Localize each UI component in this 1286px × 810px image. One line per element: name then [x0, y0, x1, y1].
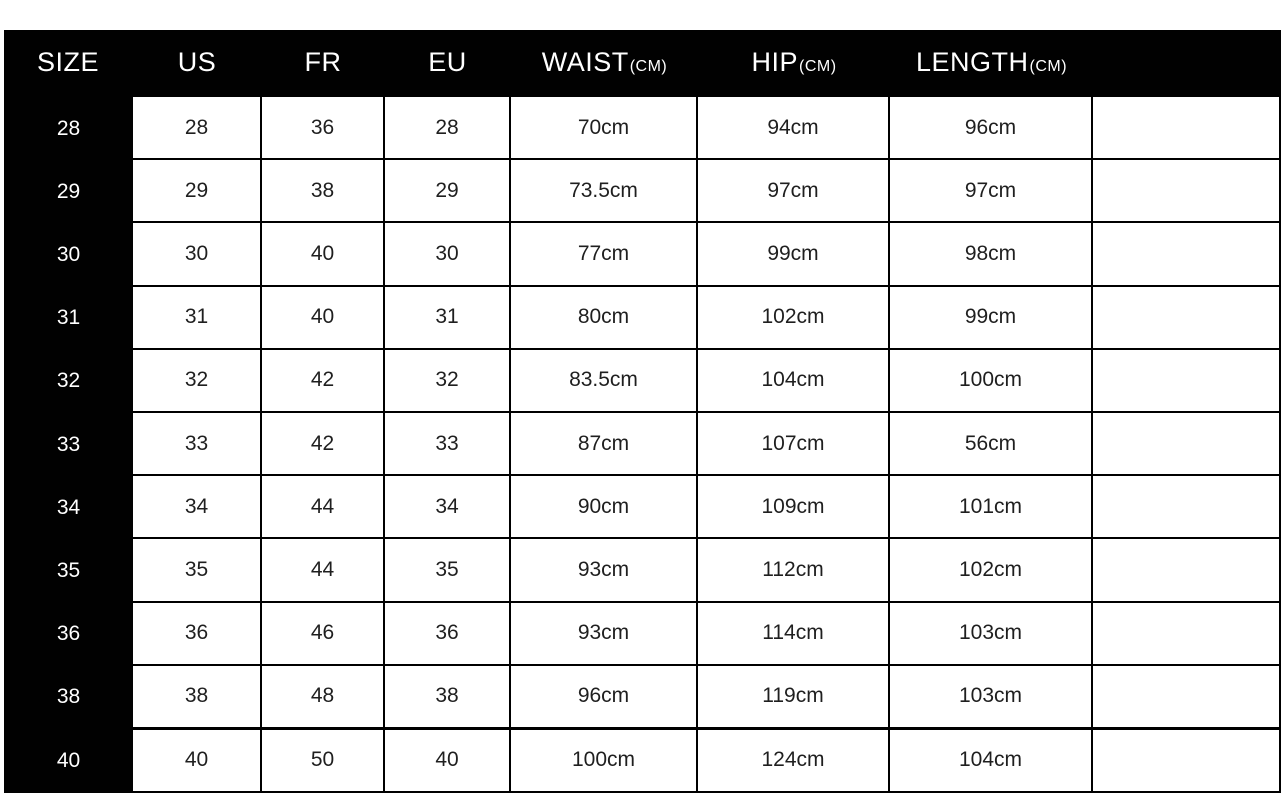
table-cell: 99cm: [698, 223, 890, 286]
table-cell: 124cm: [698, 729, 890, 793]
table-body: [4, 97, 1281, 793]
table-cell: 29: [133, 160, 262, 223]
table-cell: 100cm: [511, 729, 698, 793]
table-cell: 99cm: [890, 287, 1093, 350]
column-header-unit: (CM): [798, 58, 837, 75]
table-row: [4, 223, 1281, 286]
table-row: [4, 666, 1281, 729]
table-cell: [1093, 223, 1281, 286]
column-header-label: HIP: [751, 47, 798, 77]
table-cell: 102cm: [890, 539, 1093, 602]
table-row: [4, 287, 1281, 350]
table-cell: [1093, 476, 1281, 539]
table-cell: 87cm: [511, 413, 698, 476]
table-cell: 38: [262, 160, 385, 223]
column-header-unit: (CM): [629, 58, 668, 75]
column-header-label: US: [177, 47, 217, 77]
table-row: [4, 729, 1281, 793]
table-cell: 101cm: [890, 476, 1093, 539]
column-header-label: FR: [304, 47, 342, 77]
column-header-label: LENGTH: [915, 47, 1029, 77]
row-size-value: 34: [4, 476, 133, 539]
table-cell: 103cm: [890, 603, 1093, 666]
table-cell: 93cm: [511, 539, 698, 602]
table-cell: 42: [262, 350, 385, 413]
table-cell: 31: [385, 287, 511, 350]
size-chart-table: [4, 30, 1281, 793]
table-cell: 31: [133, 287, 262, 350]
row-size-value: 32: [4, 350, 133, 413]
table-cell: 40: [133, 729, 262, 793]
column-header-label: EU: [428, 47, 467, 77]
column-header-label: SIZE: [36, 47, 99, 77]
table-cell: 29: [385, 160, 511, 223]
table-row: [4, 539, 1281, 602]
table-cell: 36: [262, 97, 385, 160]
column-header-size: [4, 30, 133, 99]
table-cell: 38: [133, 666, 262, 729]
table-cell: 114cm: [698, 603, 890, 666]
table-cell: 34: [133, 476, 262, 539]
table-header-row: [4, 30, 1281, 97]
row-size-value: 36: [4, 603, 133, 666]
table-cell: 100cm: [890, 350, 1093, 413]
table-cell: 104cm: [890, 729, 1093, 793]
table-cell: 35: [133, 539, 262, 602]
table-cell: 40: [262, 223, 385, 286]
table-cell: 83.5cm: [511, 350, 698, 413]
table-cell: 38: [385, 666, 511, 729]
column-header-eu: [385, 30, 511, 99]
column-header-us: [133, 30, 262, 99]
table-cell: 36: [133, 603, 262, 666]
table-cell: 109cm: [698, 476, 890, 539]
table-cell: 35: [385, 539, 511, 602]
table-cell: 107cm: [698, 413, 890, 476]
table-row: [4, 413, 1281, 476]
table-cell: [1093, 413, 1281, 476]
table-cell: 112cm: [698, 539, 890, 602]
table-cell: 98cm: [890, 223, 1093, 286]
column-header-label: WAIST: [541, 47, 629, 77]
table-cell: 33: [385, 413, 511, 476]
table-cell: [1093, 160, 1281, 223]
table-cell: 30: [133, 223, 262, 286]
table-cell: 103cm: [890, 666, 1093, 729]
row-size-value: 35: [4, 539, 133, 602]
table-cell: 48: [262, 666, 385, 729]
table-cell: [1093, 729, 1281, 793]
table-cell: 97cm: [698, 160, 890, 223]
table-cell: 44: [262, 476, 385, 539]
column-header-hip: [698, 30, 890, 99]
row-size-value: 30: [4, 223, 133, 286]
table-cell: [1093, 666, 1281, 729]
table-cell: 80cm: [511, 287, 698, 350]
table-cell: 33: [133, 413, 262, 476]
row-size-value: 38: [4, 666, 133, 729]
table-cell: 28: [385, 97, 511, 160]
table-row: [4, 476, 1281, 539]
table-cell: 50: [262, 729, 385, 793]
table-row: [4, 350, 1281, 413]
table-cell: 77cm: [511, 223, 698, 286]
table-cell: 30: [385, 223, 511, 286]
table-cell: 90cm: [511, 476, 698, 539]
table-cell: 104cm: [698, 350, 890, 413]
column-header-fr: [262, 30, 385, 99]
row-size-value: 28: [4, 97, 133, 160]
table-cell: 56cm: [890, 413, 1093, 476]
table-row: [4, 97, 1281, 160]
table-row: [4, 603, 1281, 666]
table-cell: 73.5cm: [511, 160, 698, 223]
table-cell: 102cm: [698, 287, 890, 350]
row-size-value: 40: [4, 729, 133, 793]
table-cell: 96cm: [890, 97, 1093, 160]
column-header-empty: [1093, 30, 1281, 99]
table-cell: 34: [385, 476, 511, 539]
column-header-waist: [511, 30, 698, 99]
table-cell: 36: [385, 603, 511, 666]
table-cell: 97cm: [890, 160, 1093, 223]
table-cell: 40: [385, 729, 511, 793]
table-cell: [1093, 287, 1281, 350]
table-cell: [1093, 350, 1281, 413]
table-cell: 70cm: [511, 97, 698, 160]
table-cell: [1093, 603, 1281, 666]
table-cell: 96cm: [511, 666, 698, 729]
table-cell: 32: [133, 350, 262, 413]
table-cell: 46: [262, 603, 385, 666]
table-cell: 28: [133, 97, 262, 160]
table-cell: 119cm: [698, 666, 890, 729]
row-size-value: 29: [4, 160, 133, 223]
table-cell: 94cm: [698, 97, 890, 160]
table-cell: 93cm: [511, 603, 698, 666]
row-size-value: 33: [4, 413, 133, 476]
table-cell: 42: [262, 413, 385, 476]
table-cell: [1093, 97, 1281, 160]
table-cell: 32: [385, 350, 511, 413]
column-header-unit: (CM): [1029, 58, 1068, 75]
table-cell: [1093, 539, 1281, 602]
column-header-length: [890, 30, 1093, 99]
table-row: [4, 160, 1281, 223]
row-size-value: 31: [4, 287, 133, 350]
table-cell: 40: [262, 287, 385, 350]
table-cell: 44: [262, 539, 385, 602]
